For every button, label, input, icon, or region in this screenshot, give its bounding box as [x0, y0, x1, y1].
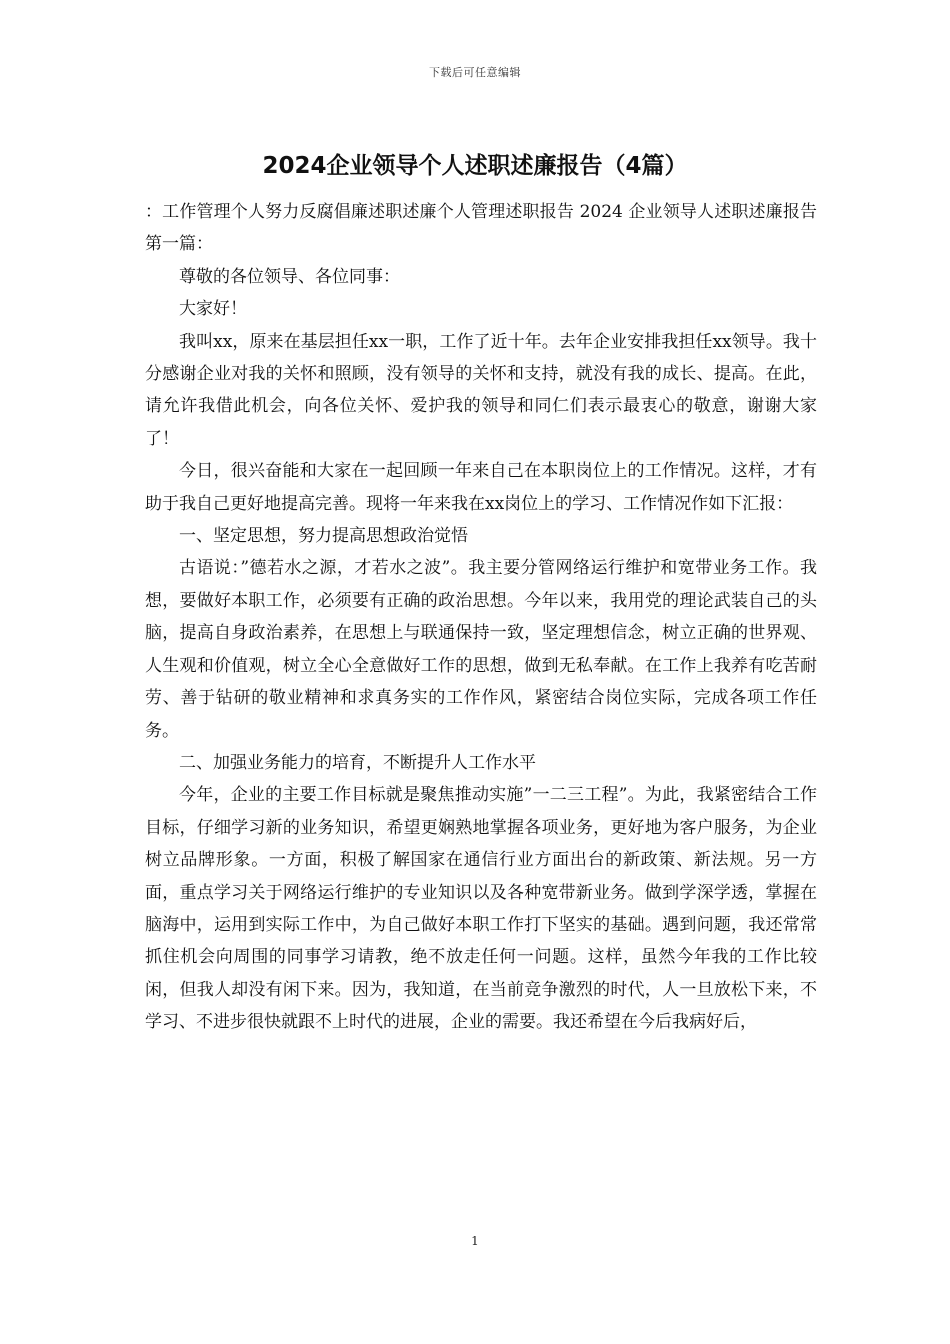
header-note: 下载后可任意编辑 — [429, 66, 521, 79]
document-body — [145, 196, 817, 1039]
document-title: 2024企业领导个人述职述廉报告（4篇） — [262, 153, 688, 179]
page-number: 1 — [471, 1234, 479, 1248]
paragraph-section-2: 今年，企业的主要工作目标就是聚焦推动实施”一二三工程”。为此，我紧密结合工作目标，仔细学习新的业务知识，希望更娴熟地掌握各项业务，更好地为客户服务，为企业树立品牌形象。一方面，积极了解国家在通信行业方面出台的新政策、新法规。另一方面，重点学习关于网络运行维护的专业知识以及各种宽带新业务。做到学深学透，掌握在脑海中，运用到实际工作中，为自己做好本职工作打下坚实的基础。遇到问题，我还常常抓住机会向周围的同事学习请教，绝不放走任何一问题。这样，虽然今年我的工作比较闲，但我人却没有闲下来。因为，我知道，在当前竞争激烈的时代，人一旦放松下来，不学习、不进步很快就跟不上时代的进展，企业的需要。我还希望在今后我病好后， — [145, 785, 817, 1033]
paragraph-review-intro: 今日，很兴奋能和大家在一起回顾一年来自己在本职岗位上的工作情况。这样，才有助于我自己更好地提高完善。现将一年来我在xx岗位上的学习、工作情况作如下汇报： — [145, 461, 817, 514]
paragraph-intro: ：工作管理个人努力反腐倡廉述职述廉个人管理述职报告 2024 企业领导人述职述廉报告 第一篇： — [145, 202, 817, 255]
paragraph-greeting: 大家好！ — [179, 299, 247, 320]
section-heading-1: 一、坚定思想，努力提高思想政治觉悟 — [179, 526, 468, 547]
paragraph-salutation: 尊敬的各位领导、各位同事： — [179, 266, 400, 287]
section-heading-2: 二、加强业务能力的培育，不断提升人工作水平 — [179, 752, 536, 773]
paragraph-section-1: 古语说：”德若水之源，才若水之波”。我主要分管网络运行维护和宽带业务工作。我想，要做好本职工作，必须要有正确的政治思想。今年以来，我用党的理论武装自己的头脑，提高自身政治素养，在思想上与联通保持一致，坚定理想信念，树立正确的世界观、人生观和价值观，树立全心全意做好工作的思想，做到无私奉献。在工作上我养有吃苦耐劳、善于钻研的敬业精神和求真务实的工作作风，紧密结合岗位实际，完成各项工作任务。 — [145, 558, 817, 741]
paragraph-self-introduction: 我叫xx，原来在基层担任xx一职，工作了近十年。去年企业安排我担任xx领导。我十分感谢企业对我的关怀和照顾，没有领导的关怀和支持，就没有我的成长、提高。在此，请允许我借此机会，向各位关怀、爱护我的领导和同仁们表示最衷心的敬意，谢谢大家了！ — [145, 331, 817, 449]
